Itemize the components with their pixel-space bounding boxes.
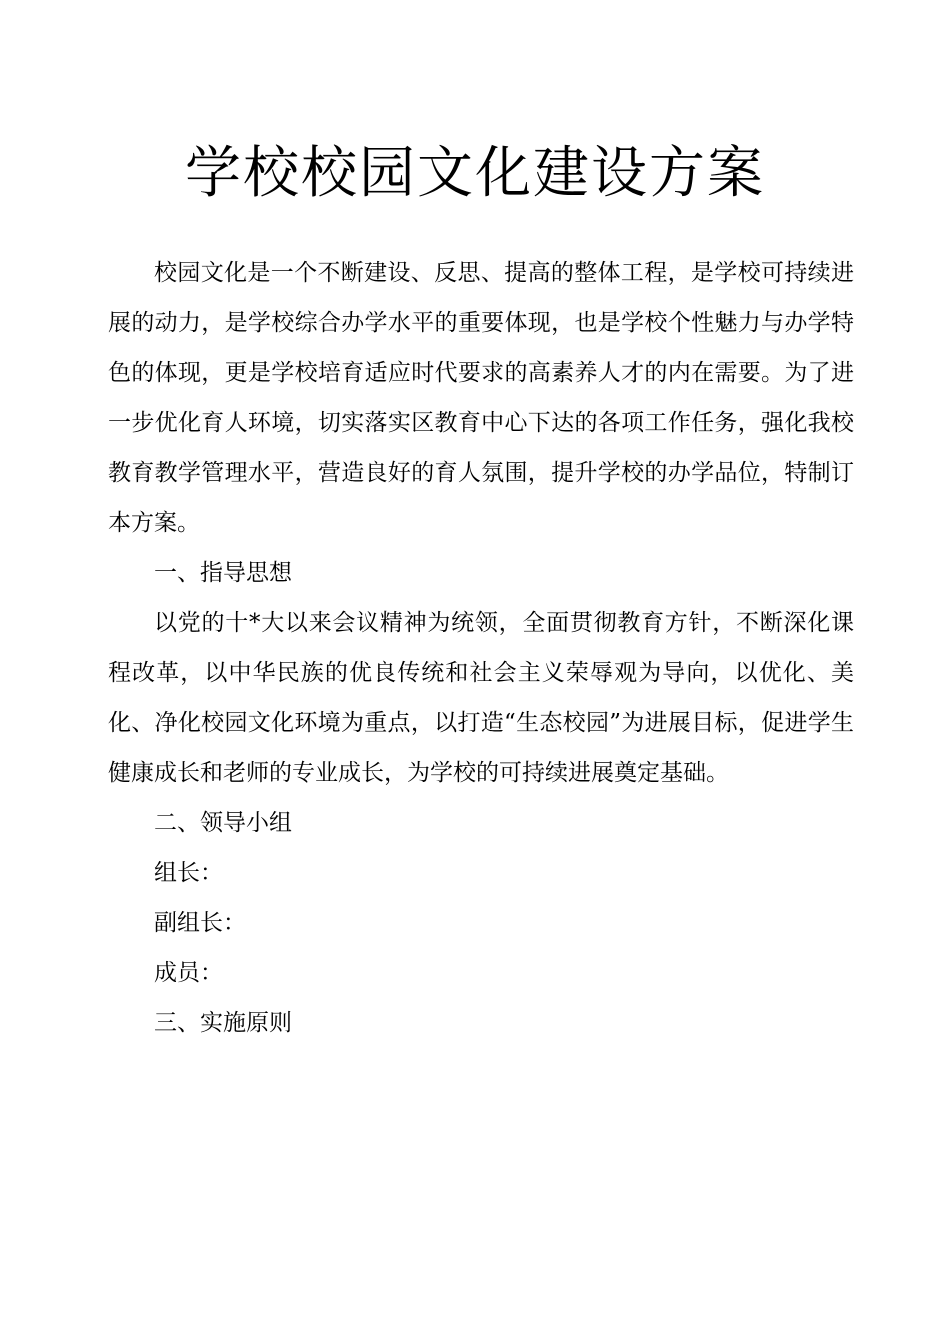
document-body — [108, 248, 854, 1048]
section-heading-implementation-principles: 三、实施原则 — [154, 1010, 292, 1036]
members-field: 成员： — [154, 960, 223, 986]
document-title: 学校校园文化建设方案 — [185, 141, 765, 206]
section-heading-guiding-ideology: 一、指导思想 — [154, 560, 292, 586]
guiding-ideology-paragraph: 以党的十*大以来会议精神为统领，全面贯彻教育方针，不断深化课程改革，以中华民族的优良传统和社会主义荣辱观为导向，以优化、美化、净化校园文化环境为重点，以打造“生态校园”为进展目标，促进学生健康成长和老师的专业成长，为学校的可持续进展奠定基础。 — [108, 610, 854, 786]
group-leader-field: 组长： — [154, 860, 223, 886]
intro-paragraph: 校园文化是一个不断建设、反思、提高的整体工程，是学校可持续进展的动力，是学校综合办学水平的重要体现，也是学校个性魅力与办学特色的体现，更是学校培育适应时代要求的高素养人才的内在需要。为了进一步优化育人环境，切实落实区教育中心下达的各项工作任务，强化我校教育教学管理水平，营造良好的育人氛围，提升学校的办学品位，特制订本方案。 — [108, 260, 854, 536]
deputy-leader-field: 副组长： — [154, 910, 246, 936]
section-heading-leadership-group: 二、领导小组 — [154, 810, 292, 836]
